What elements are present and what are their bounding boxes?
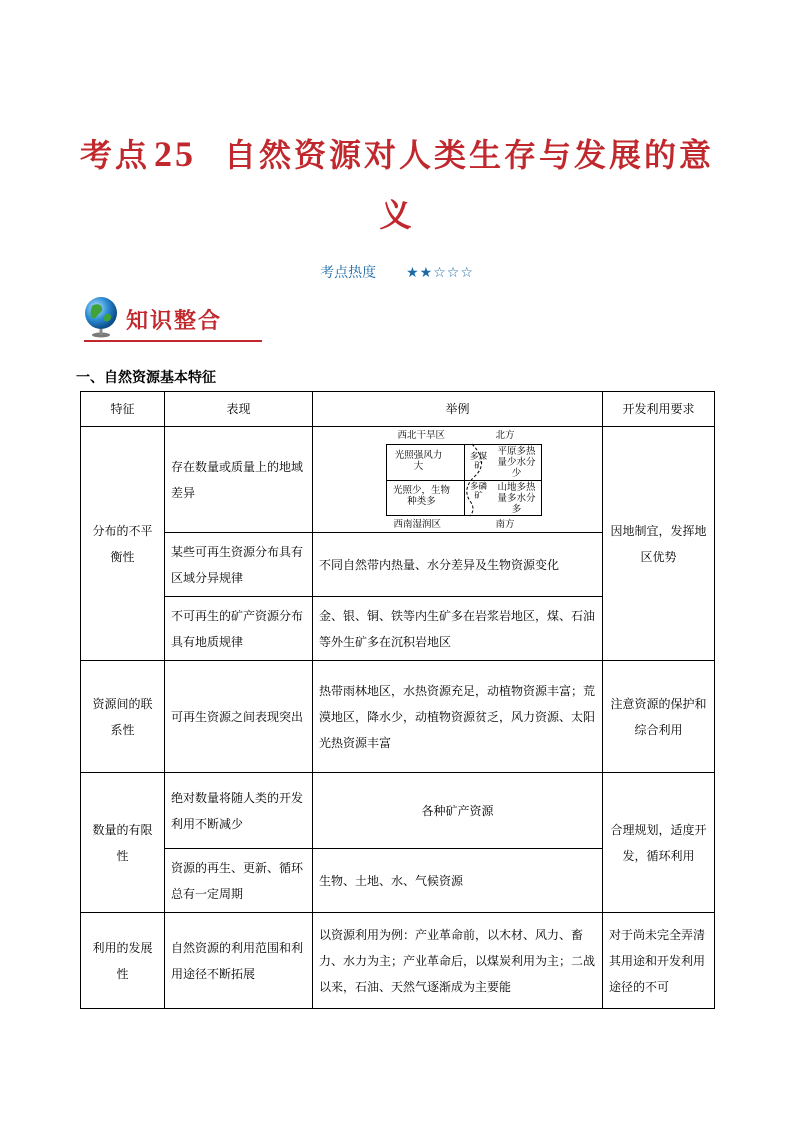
document-title-line2: 义: [379, 196, 415, 234]
table-header-row: [81, 392, 715, 427]
header-requirement: 开发利用要求: [603, 392, 715, 427]
globe-icon: [80, 294, 124, 338]
label-south: 南方: [495, 518, 515, 530]
heat-stars: ★★☆☆☆: [406, 265, 474, 281]
heat-label: 考点热度: [320, 265, 377, 281]
header-expression: 表现: [165, 392, 313, 427]
expression-cell: 自然资源的利用范围和利用途径不断拓展: [165, 913, 313, 1009]
expression-cell: 不可再生的矿产资源分布具有地质规律: [165, 597, 313, 661]
cell-southwest: 光照少，生物种类多: [392, 484, 450, 507]
expression-cell: 绝对数量将随人类的开发利用不断减少: [165, 773, 313, 849]
expression-cell: 资源的再生、更新、循环总有一定周期: [165, 849, 313, 913]
expression-cell: 可再生资源之间表现突出: [165, 661, 313, 773]
mine-coal: 多煤矿: [469, 451, 487, 471]
requirement-cell: 合理规划，适度开发，循环利用: [603, 773, 715, 913]
feature-cell: 资源间的联系性: [81, 661, 165, 773]
table-row: [81, 773, 715, 849]
requirement-cell: 因地制宜，发挥地区优势: [603, 427, 715, 661]
section-label: 知识整合: [126, 309, 223, 334]
dashed-boundary: [372, 429, 544, 531]
section-underline: [84, 340, 262, 342]
table-row: [81, 913, 715, 1009]
table-row: [81, 661, 715, 773]
title-number: 25: [154, 134, 196, 174]
feature-cell: 分布的不平衡性: [81, 427, 165, 661]
cell-northwest: 光照强风力大: [394, 449, 443, 472]
cell-south: 山地多热量多水分多: [497, 481, 536, 515]
document-title-line1: 考点 25 自然资源对人类生存与发展的意: [79, 134, 715, 174]
header-feature: 特征: [81, 392, 165, 427]
heading-1: 一、自然资源基本特征: [76, 370, 216, 386]
example-cell: 生物、土地、水、气候资源: [313, 849, 603, 913]
label-southwest: 西南湿润区: [393, 518, 442, 530]
table-row: [81, 427, 715, 533]
label-northwest: 西北干旱区: [397, 429, 446, 441]
requirement-cell: 对于尚未完全弄清其用途和开发利用途径的不可: [603, 913, 715, 1009]
label-north: 北方: [495, 429, 515, 441]
header-example: 举例: [313, 392, 603, 427]
expression-cell: 存在数量或质量上的地域差异: [165, 427, 313, 533]
section-header: [80, 292, 262, 344]
requirement-cell: 注意资源的保护和综合利用: [603, 661, 715, 773]
characteristics-table: [80, 391, 715, 1009]
example-cell: 金、银、铜、铁等内生矿多在岩浆岩地区，煤、石油等外生矿多在沉积岩地区: [313, 597, 603, 661]
example-cell: 不同自然带内热量、水分差异及生物资源变化: [313, 533, 603, 597]
mine-phosphate: 多磷矿: [469, 481, 487, 501]
heat-rating: [0, 262, 794, 282]
example-cell: 热带雨林地区，水热资源充足，动植物资源丰富；荒漠地区，降水少，动植物资源贫乏，风力资源、太阳光热资源丰富: [313, 661, 603, 773]
example-cell-diagram: [313, 427, 603, 533]
cell-north: 平原多热量少水分少: [497, 445, 536, 479]
feature-cell: 数量的有限性: [81, 773, 165, 913]
china-region-diagram: [372, 429, 544, 531]
feature-cell: 利用的发展性: [81, 913, 165, 1009]
example-cell: 各种矿产资源: [313, 773, 603, 849]
example-cell: 以资源利用为例：产业革命前，以木材、风力、畜力、水力为主；产业革命后，以煤炭利用为主；二战以来，石油、天然气逐渐成为主要能: [313, 913, 603, 1009]
expression-cell: 某些可再生资源分布具有区域分异规律: [165, 533, 313, 597]
